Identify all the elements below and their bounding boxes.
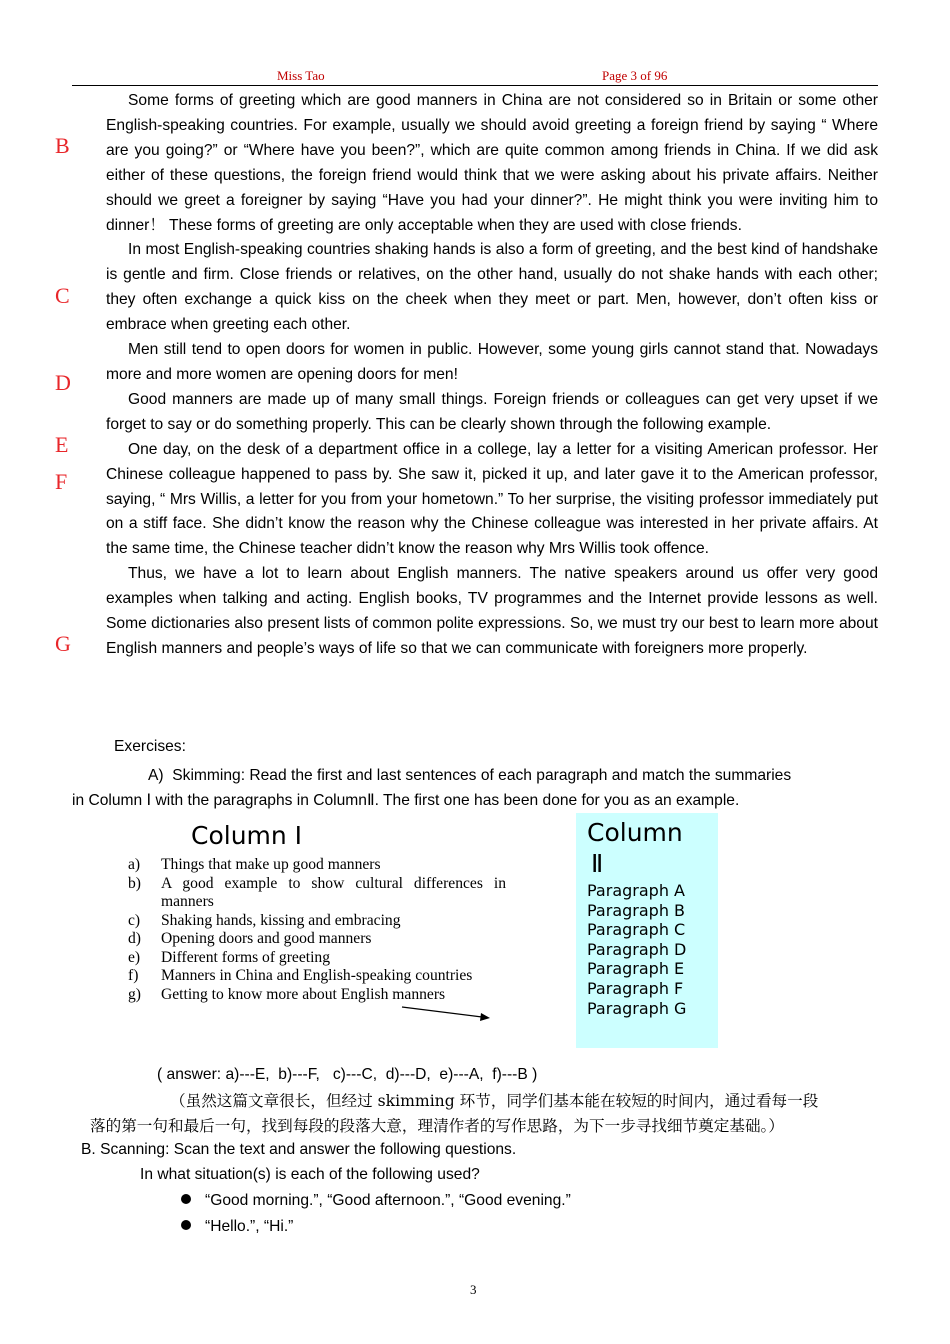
article-body <box>106 89 878 662</box>
scanning-title: B. Scanning: Scan the text and answer the following questions. <box>81 1141 517 1158</box>
scanning-question: In what situation(s) is each of the following used? <box>140 1166 480 1183</box>
summary-item: e) Different forms of greeting <box>128 948 331 966</box>
summary-item: b) A good example to show cultural differences in manners <box>128 874 506 910</box>
paragraph-option: Paragraph C <box>587 920 686 940</box>
column-two <box>576 813 718 1048</box>
paragraph-list <box>587 881 686 1018</box>
margin-letter-f: F <box>55 469 68 494</box>
paragraph-d: Men still tend to open doors for women in public. However, some young girls cannot stand that. Nowadays more and more women are opening doors for men! <box>106 341 878 383</box>
paragraph-option: Paragraph F <box>587 978 684 998</box>
exercises-title: Exercises: <box>114 738 186 755</box>
page-number: 3 <box>470 1282 477 1297</box>
answer-key: ( answer: a)---E, b)---F, c)---C, d)---D, e)---A, f)---B ) <box>157 1066 538 1083</box>
chinese-note-line-1: （虽然这篇文章很长，但经过 skimming 环节，同学们基本能在较短的时间内，通过看每一段 <box>170 1092 819 1110</box>
summary-item: a) Things that make up good manners <box>128 856 381 873</box>
instruction-line-2: in Column Ⅰ with the paragraphs in ColumnⅡ. The first one has been done for you as an example. <box>72 792 740 809</box>
summary-item: f) Manners in China and English-speaking countries <box>128 967 473 984</box>
header-rule <box>72 85 878 86</box>
summary-item: c) Shaking hands, kissing and embracing <box>128 911 401 929</box>
summary-list <box>128 856 506 1004</box>
matching-arrow-icon <box>398 1000 494 1026</box>
bullet-item: “Good morning.”, “Good afternoon.”, “Good evening.” <box>181 1192 571 1210</box>
column-one-title: Column Ⅰ <box>191 821 303 850</box>
paragraph-option: Paragraph E <box>587 959 685 979</box>
paragraph-f: One day, on the desk of a department office in a college, lay a letter for a visiting American professor. Her Chinese colleague happened to pass by. She saw it, picked it up, and later gave it to the American professor, saying, “ Mrs Willis, a letter for you from your hometown.” To her surprise, the visiting professor immediately put on a stiff face. She didn’t know the reason why the Chinese colleague was interested in her private affairs. At the same time, the Chinese teacher didn’t know the reason why Mrs Willis took offence. <box>106 440 878 558</box>
bullet-item: “Hello.”, “Hi.” <box>181 1218 293 1236</box>
column-two-title: Column <box>587 818 683 847</box>
chinese-note <box>90 1089 850 1139</box>
paragraph-option: Paragraph D <box>587 939 687 959</box>
summary-item: d) Opening doors and good manners <box>128 930 372 947</box>
header-author: Miss Tao <box>277 68 325 83</box>
skimming-instruction <box>72 763 872 813</box>
margin-letter-g: G <box>55 631 71 656</box>
summary-item: g) Getting to know more about English manners <box>128 985 446 1003</box>
paragraph-e: Good manners are made up of many small things. Foreign friends or colleagues can get very upset if we forget to say or do something properly. This can be clearly shown through the following example. <box>106 390 878 433</box>
paragraph-option: Paragraph A <box>587 881 685 900</box>
instruction-line-1: A) Skimming: Read the first and last sentences of each paragraph and match the summaries <box>148 767 792 784</box>
paragraph-b: Some forms of greeting which are good manners in China are not considered so in Britain or some other English-speaking countries. For example, usually we should avoid greeting a foreign friend by saying “ Where are you going?” or “Where have you been?”, which are quite common among friends in China. If we did ask either of these questions, the foreign friend would think that we were asking about his private affairs. Neither should we greet a foreigner by saying “Have you had your dinner?”. He might think you were inviting him to dinner！ These forms of greeting are only acceptable when they are used with close friends. <box>106 92 878 234</box>
column-two-numeral: Ⅱ <box>591 849 604 878</box>
paragraph-option: Paragraph B <box>587 900 686 920</box>
margin-letter-d: D <box>55 370 71 395</box>
bullet-icon <box>181 1194 191 1204</box>
chinese-note-line-2: 落的第一句和最后一句，找到每段的段落大意，理清作者的写作思路，为下一步寻找细节奠定基础。） <box>90 1117 784 1135</box>
margin-letter-e: E <box>55 432 69 457</box>
paragraph-option: Paragraph G <box>587 998 687 1018</box>
header-page-indicator: Page 3 of 96 <box>602 68 668 83</box>
bullet-icon <box>181 1220 191 1230</box>
margin-letter-b: B <box>55 133 70 158</box>
column-one <box>128 818 506 1004</box>
margin-letter-c: C <box>55 283 70 308</box>
paragraph-c: In most English-speaking countries shaking hands is also a form of greeting, and the best kind of handshake is gentle and firm. Close friends or relatives, on the other hand, usually do not shake hands with each other; they often exchange a quick kiss on the cheek when they meet or part. Men, however, don’t often kiss or embrace when greeting each other. <box>106 241 878 334</box>
paragraph-g: Thus, we have a lot to learn about English manners. The native speakers around us offer very good examples when talking and acting. English books, TV programmes and the Internet provide lessons as well. Some dictionaries also present lists of common polite expressions. So, we must try our best to learn more about English manners and people’s ways of life so that we can communicate with foreigners more properly. <box>106 565 878 657</box>
